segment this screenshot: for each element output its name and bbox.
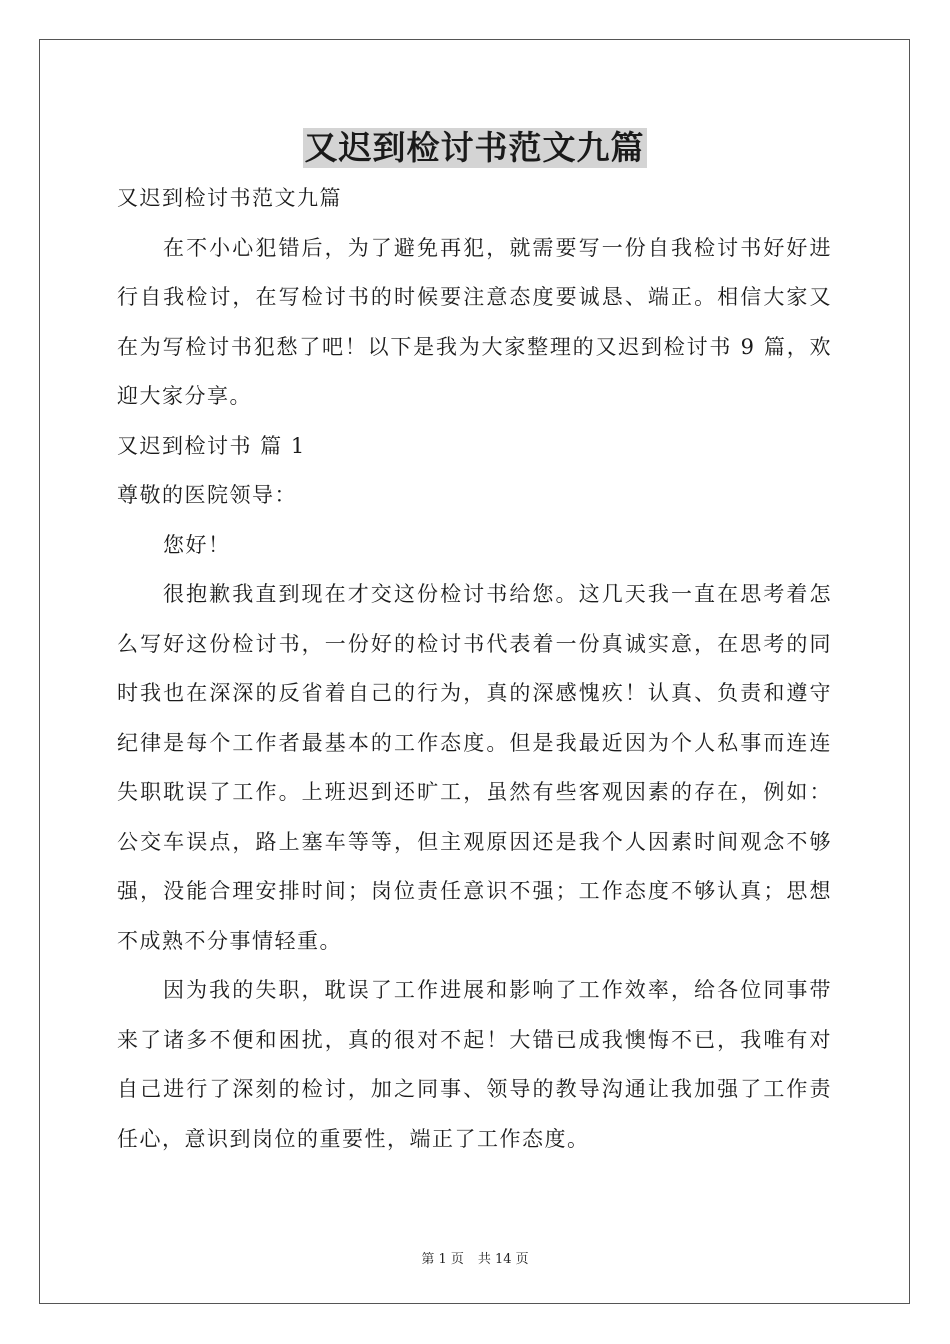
page-total: 共 14 页 bbox=[477, 1252, 529, 1267]
salutation: 尊敬的医院领导： bbox=[117, 483, 297, 507]
page-number: 第 1 页 bbox=[421, 1252, 464, 1267]
paragraph-body-1: 很抱歉我直到现在才交这份检讨书给您。这几天我一直在思考着怎么写好这份检讨书，一份好的检讨书代表着一份真诚实意，在思考的同时我也在深深的反省着自己的行为，真的深感愧疚！认真、负责和遵守纪律是每个工作者最基本的工作态度。但是我最近因为个人私事而连连失职耽误了工作。上班迟到还旷工，虽然有些客观因素的存在，例如：公交车误点，路上塞车等等，但主观原因还是我个人因素时间观念不够强，没能合理安排时间；岗位责任意识不强；工作态度不够认真；思想不成熟不分事情轻重。 bbox=[117, 582, 832, 953]
document-title-text: 又迟到检讨书范文九篇 bbox=[304, 128, 645, 167]
page-footer bbox=[0, 1248, 950, 1267]
document-body bbox=[117, 174, 832, 1164]
greeting: 您好！ bbox=[163, 532, 231, 557]
document-title bbox=[117, 128, 832, 168]
paragraph-intro: 在不小心犯错后，为了避免再犯，就需要写一份自我检讨书好好进行自我检讨，在写检讨书的时候要注意态度要诚恳、端正。相信大家又在为写检讨书犯愁了吧！以下是我为大家整理的又迟到检讨书 9 篇，欢迎大家分享。 bbox=[117, 235, 832, 408]
paragraph-body-2: 因为我的失职，耽误了工作进展和影响了工作效率，给各位同事带来了诸多不便和困扰，真的很对不起！大错已成我懊悔不已，我唯有对自己进行了深刻的检讨，加之同事、领导的教导沟通让我加强了工作责任心，意识到岗位的重要性，端正了工作态度。 bbox=[117, 978, 832, 1151]
paragraph-subtitle: 又迟到检讨书范文九篇 bbox=[117, 186, 342, 210]
section-heading: 又迟到检讨书 篇 1 bbox=[117, 433, 306, 458]
